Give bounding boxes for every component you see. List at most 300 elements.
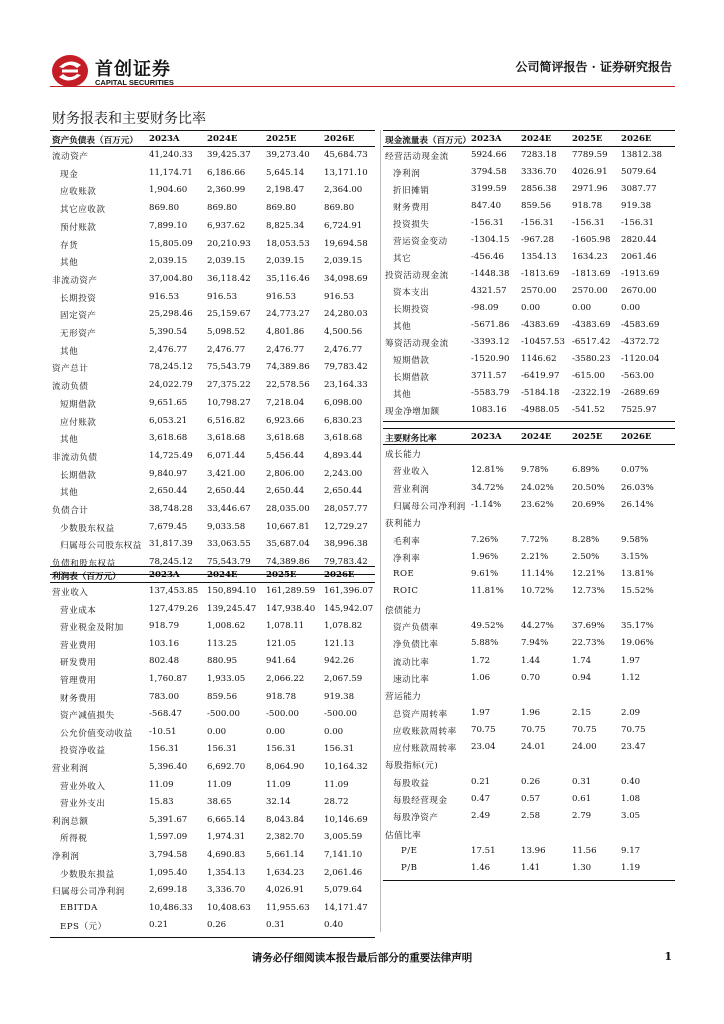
table-row <box>383 164 675 181</box>
table-row <box>50 253 375 270</box>
row-value: 919.38 <box>621 201 652 211</box>
row-value: 916.53 <box>324 291 355 302</box>
row-value: 7.94% <box>521 638 549 649</box>
row-value: 1.12 <box>621 672 641 683</box>
ratios-bottom-rule <box>383 880 675 881</box>
year-header: 2026E <box>621 432 652 442</box>
year-header: 2023A <box>471 432 502 442</box>
table-row <box>50 147 375 164</box>
row-value: 3794.58 <box>471 167 507 177</box>
row-value: 3711.57 <box>471 371 507 381</box>
row-value: 2,650.44 <box>266 486 305 497</box>
row-value: -1605.98 <box>572 235 611 245</box>
row-label: 应收账款 <box>60 187 97 198</box>
row-value: 5,456.44 <box>266 450 305 461</box>
row-value: 70.75 <box>521 724 546 735</box>
row-label: 归属母公司净利润 <box>52 887 125 898</box>
row-value: 74,389.86 <box>266 362 310 373</box>
row-value: -456.46 <box>471 252 504 262</box>
row-value: 0.57 <box>521 794 541 804</box>
row-value: 2.50% <box>572 551 600 562</box>
row-label: 投资净收益 <box>60 746 106 757</box>
row-label: 归属母公司股东权益 <box>60 541 142 552</box>
row-label: 负债和股东权益 <box>52 559 116 570</box>
row-value: 13.96 <box>521 845 546 856</box>
row-value: 24,773.27 <box>266 309 310 320</box>
row-label: 利润总额 <box>52 816 89 827</box>
row-label: 其他 <box>60 488 79 499</box>
row-value: 1.46 <box>471 863 491 874</box>
table-row <box>50 865 375 882</box>
row-value: 1,095.40 <box>149 867 188 878</box>
table-row <box>383 618 675 635</box>
table-row <box>383 549 675 566</box>
table-row <box>50 636 375 653</box>
row-label: 其他 <box>60 435 79 446</box>
row-label: 归属母公司净利润 <box>393 501 466 512</box>
row-label: P/E <box>401 845 418 856</box>
row-value: -3580.23 <box>572 354 611 364</box>
table-row <box>50 812 375 829</box>
table-row <box>50 165 375 182</box>
row-value: 1.96 <box>521 707 541 718</box>
row-value: 37.69% <box>572 621 605 631</box>
row-value: 2971.96 <box>572 184 608 194</box>
year-header: 2025E <box>572 432 603 442</box>
row-value: 37,004.80 <box>149 273 193 284</box>
row-value: 5,390.54 <box>149 327 188 337</box>
row-label: 营业收入 <box>393 467 430 478</box>
table-row <box>50 342 375 359</box>
row-value: -4383.69 <box>572 320 611 330</box>
row-value: 33,063.55 <box>207 539 251 550</box>
row-label: 营运能力 <box>385 692 422 703</box>
row-value: 9.17 <box>621 845 641 856</box>
row-value: 859.56 <box>521 201 552 211</box>
table-row <box>50 759 375 776</box>
row-label: 成长能力 <box>385 450 422 460</box>
row-label: 现金 <box>60 169 79 180</box>
logo-chinese-name: 首创证券 <box>95 59 171 80</box>
row-value: 35,116.46 <box>266 273 310 284</box>
row-value: 2,382.70 <box>266 832 305 843</box>
table-row <box>383 402 675 419</box>
row-value: 869.80 <box>324 203 355 214</box>
row-value: 2,067.59 <box>324 674 363 684</box>
row-value: 22.73% <box>572 638 605 649</box>
row-value: 1.30 <box>572 863 592 874</box>
row-value: 121.13 <box>324 638 355 649</box>
income-statement-bottom-rule <box>50 937 375 938</box>
row-value: 2061.46 <box>621 252 657 262</box>
row-value: 7,141.10 <box>324 850 363 860</box>
year-header: 2023A <box>149 570 180 580</box>
year-header: 2025E <box>266 570 297 580</box>
row-value: -967.28 <box>521 235 554 245</box>
row-value: 11.09 <box>324 779 349 790</box>
row-value: 78,245.12 <box>149 557 193 568</box>
row-value: 49.52% <box>471 621 504 631</box>
row-label: 毛利率 <box>393 536 421 547</box>
row-value: 156.31 <box>324 744 355 755</box>
row-value: 5079.64 <box>621 167 657 177</box>
row-value: 6,665.14 <box>207 814 246 825</box>
table-row <box>50 483 375 500</box>
row-value: 6,098.00 <box>324 397 363 408</box>
row-label: 营业外收入 <box>60 781 106 792</box>
row-value: 4,690.83 <box>207 850 246 860</box>
cash-flow-bottom-rule <box>383 421 675 422</box>
row-value: 5,079.64 <box>324 885 363 896</box>
row-value: 1,078.11 <box>266 621 305 632</box>
row-label: 折旧摊销 <box>393 186 430 196</box>
row-value: 3,618.68 <box>324 433 363 444</box>
row-value: 103.16 <box>149 638 180 649</box>
row-value: 1.19 <box>621 863 641 874</box>
row-value: 802.48 <box>149 656 180 667</box>
row-value: 12.73% <box>572 586 605 597</box>
row-value: 918.78 <box>572 201 603 211</box>
financial-ratios-table <box>383 428 675 878</box>
row-value: -563.00 <box>621 371 654 381</box>
table-row <box>383 583 675 600</box>
row-value: 70.75 <box>621 724 646 735</box>
row-value: 7789.59 <box>572 150 608 160</box>
row-value: 2856.38 <box>521 184 557 194</box>
row-value: 0.61 <box>572 794 592 804</box>
row-value: -1520.90 <box>471 354 510 364</box>
row-value: 1,354.13 <box>207 867 246 878</box>
row-value: -2322.19 <box>572 388 611 398</box>
row-value: 0.00 <box>324 726 344 737</box>
row-value: 6,830.23 <box>324 415 363 426</box>
table-row <box>50 536 375 553</box>
row-value: 10,667.81 <box>266 521 310 532</box>
row-label: 资本支出 <box>393 288 430 298</box>
row-value: 45,684.73 <box>324 150 368 160</box>
row-value: 28.72 <box>324 797 349 808</box>
row-value: 4,801.86 <box>266 327 305 337</box>
row-value: 24,022.79 <box>149 380 193 391</box>
row-label: 预付账款 <box>60 222 97 233</box>
row-value: 3336.70 <box>521 167 557 177</box>
table-row <box>383 147 675 164</box>
header-divider <box>50 86 675 87</box>
row-value: 75,543.79 <box>207 557 251 568</box>
row-value: 1.72 <box>471 655 491 666</box>
row-value: 28,057.77 <box>324 504 368 514</box>
row-label: 资产负债率 <box>393 623 439 633</box>
row-value: 14,725.49 <box>149 450 193 461</box>
row-label: 应收账款周转率 <box>393 726 457 737</box>
row-value: 11,955.63 <box>266 902 310 913</box>
row-value: 39,273.40 <box>266 150 310 160</box>
row-value: 1,078.82 <box>324 621 363 632</box>
row-value: 150,894.10 <box>207 586 257 596</box>
row-value: 1083.16 <box>471 405 507 415</box>
row-label: 偿债能力 <box>385 605 422 616</box>
row-value: 1.44 <box>521 655 541 666</box>
table-row <box>50 583 375 600</box>
table-row <box>383 385 675 402</box>
row-label: 短期借款 <box>60 399 97 410</box>
row-value: 38.65 <box>207 797 232 808</box>
row-value: 2,198.47 <box>266 185 305 196</box>
row-value: 35,687.04 <box>266 539 310 550</box>
row-value: 6,186.66 <box>207 167 246 178</box>
row-value: 5.88% <box>471 638 499 649</box>
row-label: 管理费用 <box>60 676 97 686</box>
row-label: 营业税金及附加 <box>60 623 124 634</box>
row-value: 70.75 <box>572 724 597 735</box>
row-label: 每股收益 <box>393 778 430 789</box>
column-divider <box>380 130 381 932</box>
table-row <box>383 181 675 198</box>
row-value: 8.28% <box>572 534 600 545</box>
row-value: 2,360.99 <box>207 185 246 196</box>
row-value: 36,118.42 <box>207 273 251 284</box>
row-value: 2670.00 <box>621 286 657 296</box>
row-value: -1120.04 <box>621 354 660 364</box>
row-value: 3,005.59 <box>324 832 363 843</box>
row-value: 916.53 <box>266 291 297 302</box>
row-value: 942.26 <box>324 656 355 667</box>
table-row <box>383 215 675 232</box>
row-label: 非流动资产 <box>52 275 98 286</box>
balance-sheet-table <box>50 130 375 570</box>
row-value: 9,033.58 <box>207 521 246 532</box>
row-value: 10,164.32 <box>324 762 368 772</box>
row-value: -568.47 <box>149 709 182 720</box>
row-label: 其他 <box>393 322 412 332</box>
row-value: 0.00 <box>521 303 541 313</box>
row-value: 1.06 <box>471 672 491 683</box>
table-row <box>50 847 375 864</box>
row-label: 应付账款 <box>60 417 97 428</box>
year-header: 2023A <box>471 134 502 144</box>
row-value: 3087.77 <box>621 184 657 194</box>
row-value: 2570.00 <box>521 286 557 296</box>
table-row <box>50 359 375 376</box>
row-label: 固定资产 <box>60 311 97 322</box>
row-label: 长期借款 <box>393 373 430 383</box>
table-row <box>50 741 375 758</box>
row-value: 23,164.33 <box>324 380 368 391</box>
table-row <box>383 514 675 531</box>
row-value: 2.49 <box>471 811 491 822</box>
row-value: 1.97 <box>621 655 641 666</box>
table-row <box>50 466 375 483</box>
row-label: 净利率 <box>393 553 421 564</box>
row-value: -500.00 <box>207 709 240 720</box>
row-value: 7,679.45 <box>149 521 188 532</box>
table-row <box>383 351 675 368</box>
row-label: 资产减值损失 <box>60 711 115 722</box>
row-value: 0.47 <box>471 794 491 804</box>
row-value: 161,289.59 <box>266 586 316 596</box>
row-label: 经营活动现金流 <box>385 152 449 162</box>
row-value: 2,650.44 <box>324 486 363 497</box>
row-label: 估值比率 <box>385 830 422 841</box>
row-value: 2.21% <box>521 551 549 562</box>
table-row <box>383 497 675 514</box>
row-value: 916.53 <box>149 291 180 302</box>
row-value: 3.05 <box>621 811 641 822</box>
table-row <box>50 236 375 253</box>
row-label: 资产总计 <box>52 364 89 375</box>
row-value: 5,661.14 <box>266 850 305 860</box>
table-row <box>383 480 675 497</box>
row-value: 1146.62 <box>521 354 557 364</box>
year-header: 2026E <box>324 134 355 144</box>
cash-flow-table <box>383 130 675 425</box>
row-value: 2,039.15 <box>149 256 188 267</box>
row-value: 156.31 <box>149 744 180 755</box>
row-value: -156.31 <box>621 218 654 228</box>
row-value: 24,280.03 <box>324 309 368 320</box>
row-value: 79,783.42 <box>324 362 368 373</box>
table-row <box>383 266 675 283</box>
table-row <box>50 289 375 306</box>
row-value: 12,729.27 <box>324 521 368 532</box>
year-header: 2025E <box>266 134 297 144</box>
row-value: 6,937.62 <box>207 220 246 231</box>
row-label: 存货 <box>60 240 79 251</box>
row-value: 6,053.21 <box>149 415 188 426</box>
table-row <box>383 566 675 583</box>
table-row <box>50 519 375 536</box>
row-value: 25,298.46 <box>149 309 193 320</box>
row-value: 1,008.62 <box>207 621 246 632</box>
row-value: -156.31 <box>471 218 504 228</box>
row-label: 应付账款周转率 <box>393 744 457 755</box>
row-value: 15,805.09 <box>149 238 193 249</box>
row-value: -156.31 <box>572 218 605 228</box>
table-row <box>383 249 675 266</box>
row-value: 2,806.00 <box>266 468 305 479</box>
row-value: 0.07% <box>621 465 649 476</box>
row-value: 13.81% <box>621 569 654 580</box>
row-value: 23.47 <box>621 742 646 753</box>
row-value: 1,760.87 <box>149 674 188 684</box>
row-value: 2,650.44 <box>149 486 188 497</box>
table-row <box>50 689 375 706</box>
cash-flow-title: 现金流量表（百万元） <box>385 136 471 146</box>
row-value: 0.94 <box>572 672 592 683</box>
row-label: 速动比率 <box>393 674 430 685</box>
logo-english-name: CAPITAL SECURITIES <box>95 78 174 87</box>
row-value: 941.64 <box>266 656 297 667</box>
row-value: 9,651.65 <box>149 397 188 408</box>
cash-flow-header <box>383 130 675 147</box>
row-value: 0.21 <box>149 920 169 931</box>
table-row <box>50 794 375 811</box>
row-value: 11.09 <box>207 779 232 790</box>
row-value: 2,476.77 <box>207 344 246 355</box>
row-value: 2,243.00 <box>324 468 363 479</box>
row-value: 7,899.10 <box>149 220 188 231</box>
row-value: 3.15% <box>621 551 649 562</box>
table-row <box>50 218 375 235</box>
row-value: 79,783.42 <box>324 557 368 568</box>
row-label: P/B <box>401 863 418 874</box>
table-row <box>383 826 675 843</box>
row-value: 7283.18 <box>521 150 557 160</box>
table-row <box>50 724 375 741</box>
row-value: 2,039.15 <box>266 256 305 267</box>
row-value: 0.26 <box>521 776 541 787</box>
table-row <box>383 808 675 825</box>
ratios-header <box>383 428 675 445</box>
row-value: 2,066.22 <box>266 674 305 684</box>
row-value: 0.00 <box>266 726 286 737</box>
row-label: 营业成本 <box>60 605 97 616</box>
row-value: 28,035.00 <box>266 504 310 514</box>
row-label: 负债合计 <box>52 506 89 516</box>
row-value: 127,479.26 <box>149 603 199 614</box>
row-value: 156.31 <box>207 744 238 755</box>
row-value: 0.31 <box>572 776 592 787</box>
row-value: 0.70 <box>521 672 541 683</box>
row-value: 3,336.70 <box>207 885 246 896</box>
row-value: 2,061.46 <box>324 867 363 878</box>
row-value: 0.26 <box>207 920 227 931</box>
income-statement-header <box>50 566 375 583</box>
row-value: 156.31 <box>266 744 297 755</box>
row-value: 1,933.05 <box>207 674 246 684</box>
row-label: 其他 <box>393 390 412 400</box>
row-value: 75,543.79 <box>207 362 251 373</box>
row-value: 19.06% <box>621 638 654 649</box>
row-value: 1.97 <box>471 707 491 718</box>
row-value: 0.31 <box>266 920 286 931</box>
row-value: 0.21 <box>471 776 491 787</box>
row-label: 所得税 <box>60 834 88 845</box>
row-label: 营业利润 <box>393 484 430 495</box>
row-value: 2,476.77 <box>149 344 188 355</box>
row-label: 现金净增加额 <box>385 407 440 417</box>
row-value: 2.09 <box>621 707 641 718</box>
row-value: 8,064.90 <box>266 762 305 772</box>
row-value: -500.00 <box>324 709 357 720</box>
row-label: 长期借款 <box>60 470 97 481</box>
row-value: 859.56 <box>207 691 238 702</box>
table-row <box>50 829 375 846</box>
page-number: 1 <box>664 950 672 963</box>
row-value: -10.51 <box>149 726 177 737</box>
row-value: -541.52 <box>572 405 605 415</box>
row-value: 22,578.56 <box>266 380 310 391</box>
row-value: 9.61% <box>471 569 499 580</box>
table-row <box>383 722 675 739</box>
row-value: 1354.13 <box>521 252 557 262</box>
table-row <box>383 462 675 479</box>
row-value: 25,159.67 <box>207 309 251 320</box>
row-value: 3,421.00 <box>207 468 246 479</box>
year-header: 2025E <box>572 134 603 144</box>
row-value: 4,893.44 <box>324 450 363 461</box>
year-header: 2024E <box>207 134 238 144</box>
row-value: 4,026.91 <box>266 885 305 896</box>
row-value: 3,794.58 <box>149 850 188 860</box>
row-value: 6,923.66 <box>266 415 305 426</box>
row-label: 财务费用 <box>393 203 430 213</box>
table-row <box>50 900 375 917</box>
row-label: EBITDA <box>60 902 98 913</box>
row-value: -615.00 <box>572 371 605 381</box>
row-value: 15.52% <box>621 586 654 597</box>
row-value: 34.72% <box>471 482 504 493</box>
